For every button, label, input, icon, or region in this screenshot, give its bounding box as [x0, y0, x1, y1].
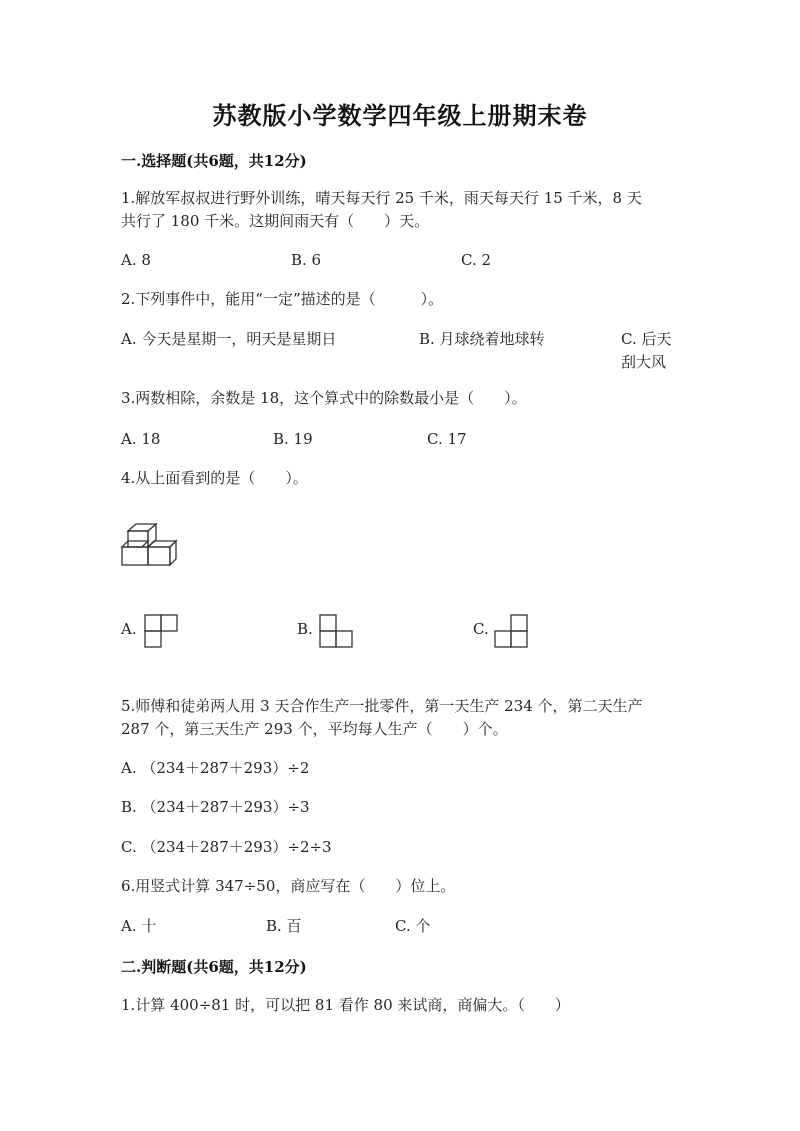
question-5-line1: 5.师傅和徒弟两人用 3 天合作生产一批零件，第一天生产 234 个，第二天生产: [121, 697, 643, 715]
q2-option-c: C. 后天刮大风: [621, 330, 672, 371]
question-5-line2: 287 个，第三天生产 293 个，平均每人生产（ ）个。: [121, 720, 508, 738]
q5-option-b: B. （234＋287＋293）÷3: [121, 798, 310, 816]
q5-option-c: C. （234＋287＋293）÷2÷3: [121, 838, 332, 856]
q4-option-c: C.: [473, 620, 489, 638]
question-2: [121, 288, 681, 311]
q1-option-b: B. 6: [291, 251, 322, 269]
question-2-line1: 2.下列事件中，能用“一定”描述的是（ ）。: [121, 290, 444, 308]
question-3: [121, 387, 681, 410]
q6-option-a: A. 十: [121, 917, 157, 935]
cube-stack-figure: [118, 520, 182, 570]
q3-option-b: B. 19: [273, 430, 313, 448]
question-3-line1: 3.两数相除，余数是 18，这个算式中的除数最小是（ ）。: [121, 389, 527, 407]
q4-option-c-figure: [494, 614, 528, 648]
q5-option-a: A. （234＋287＋293）÷2: [121, 759, 310, 777]
q4-option-a-figure: [144, 614, 178, 648]
judgement-question-1-line1: 1.计算 400÷81 时，可以把 81 看作 80 来试商，商偏大。（ ）: [121, 996, 570, 1014]
section-heading-judgement: 二.判断题(共6题，共12分): [121, 958, 307, 976]
q4-option-a: A.: [121, 620, 137, 638]
question-4: [121, 467, 681, 490]
question-4-line1: 4.从上面看到的是（ ）。: [121, 469, 308, 487]
section-heading-choice: 一.选择题(共6题，共12分): [121, 152, 307, 170]
q4-option-b: B.: [297, 620, 313, 638]
question-5: [121, 695, 681, 741]
q1-option-c: C. 2: [461, 251, 492, 269]
q6-option-b: B. 百: [266, 917, 302, 935]
question-1-line2: 共行了 180 千米。这期间雨天有（ ）天。: [121, 212, 430, 230]
question-1-line1: 1.解放军叔叔进行野外训练，晴天每天行 25 千米，雨天每天行 15 千米，8 天: [121, 189, 642, 207]
question-6-line1: 6.用竖式计算 347÷50，商应写在（ ）位上。: [121, 877, 456, 895]
q2-option-b: B. 月球绕着地球转: [419, 330, 545, 348]
q3-option-c: C. 17: [427, 430, 467, 448]
page-title: 苏教版小学数学四年级上册期末卷: [212, 101, 588, 130]
question-1: [121, 187, 681, 233]
q6-option-c: C. 个: [395, 917, 431, 935]
q2-option-a: A. 今天是星期一，明天是星期日: [121, 330, 337, 348]
judgement-question-1: [121, 994, 681, 1017]
q3-option-a: A. 18: [121, 430, 161, 448]
q4-option-b-figure: [319, 614, 353, 648]
q1-option-a: A. 8: [121, 251, 151, 269]
question-6: [121, 875, 681, 898]
